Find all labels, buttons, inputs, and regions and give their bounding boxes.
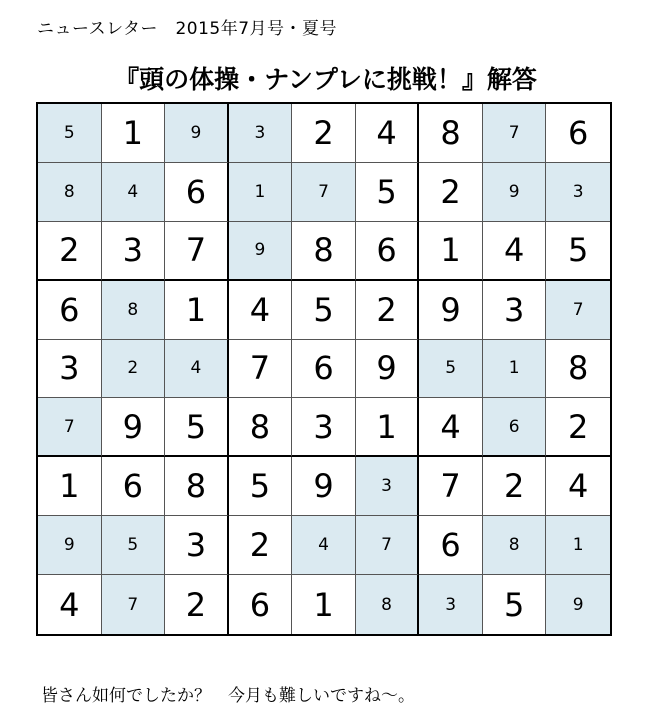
cell-digit: 9 bbox=[190, 122, 202, 143]
cell-digit: 4 bbox=[503, 231, 525, 270]
solved-cell bbox=[356, 281, 420, 340]
cell-digit: 3 bbox=[381, 476, 392, 497]
solved-cell bbox=[165, 516, 229, 575]
given-cell bbox=[229, 222, 293, 281]
given-cell bbox=[165, 104, 229, 163]
given-cell bbox=[165, 340, 229, 399]
cell-digit: 8 bbox=[381, 594, 392, 615]
footer-comment: 皆さん如何でしたか？ 今月も難しいですね～。 bbox=[41, 686, 415, 706]
solved-cell bbox=[229, 281, 293, 340]
cell-digit: 9 bbox=[572, 594, 584, 615]
cell-digit: 7 bbox=[63, 416, 75, 437]
given-cell bbox=[483, 104, 547, 163]
solved-cell bbox=[229, 340, 293, 399]
cell-digit: 5 bbox=[63, 122, 75, 143]
solved-cell bbox=[165, 222, 229, 281]
solved-cell bbox=[356, 398, 420, 457]
cell-digit: 9 bbox=[440, 290, 461, 329]
cell-digit: 2 bbox=[249, 526, 271, 565]
cell-digit: 2 bbox=[313, 113, 334, 152]
solved-cell bbox=[102, 222, 166, 281]
cell-digit: 2 bbox=[440, 172, 461, 211]
solved-cell bbox=[356, 163, 420, 222]
cell-digit: 8 bbox=[440, 113, 461, 152]
cell-digit: 8 bbox=[63, 181, 75, 202]
solved-cell bbox=[292, 398, 356, 457]
cell-digit: 9 bbox=[254, 240, 266, 261]
cell-digit: 4 bbox=[59, 585, 80, 624]
cell-digit: 9 bbox=[376, 349, 397, 388]
cell-digit: 6 bbox=[568, 113, 589, 152]
solved-cell bbox=[38, 457, 102, 516]
solved-cell bbox=[546, 398, 610, 457]
solved-cell bbox=[229, 457, 293, 516]
given-cell bbox=[356, 457, 420, 516]
solved-cell bbox=[292, 281, 356, 340]
solved-cell bbox=[38, 222, 102, 281]
solved-cell bbox=[165, 163, 229, 222]
given-cell bbox=[229, 104, 293, 163]
cell-digit: 6 bbox=[313, 349, 334, 388]
newsletter-header: ニュースレター 2015年7月号・夏号 bbox=[37, 19, 338, 39]
cell-digit: 3 bbox=[59, 349, 80, 388]
given-cell bbox=[356, 575, 420, 634]
cell-digit: 7 bbox=[572, 299, 584, 320]
solved-cell bbox=[356, 222, 420, 281]
cell-digit: 8 bbox=[249, 407, 271, 446]
cell-digit: 6 bbox=[249, 585, 271, 624]
cell-digit: 6 bbox=[122, 467, 143, 506]
cell-digit: 6 bbox=[440, 526, 461, 565]
cell-digit: 1 bbox=[376, 407, 397, 446]
cell-digit: 5 bbox=[185, 407, 207, 446]
given-cell bbox=[419, 340, 483, 399]
solved-cell bbox=[356, 340, 420, 399]
cell-digit: 1 bbox=[313, 585, 334, 624]
solved-cell bbox=[419, 281, 483, 340]
cell-digit: 8 bbox=[508, 535, 520, 556]
cell-digit: 1 bbox=[440, 231, 461, 270]
solved-cell bbox=[419, 457, 483, 516]
cell-digit: 8 bbox=[313, 231, 334, 270]
cell-digit: 1 bbox=[122, 113, 143, 152]
solved-cell bbox=[546, 104, 610, 163]
cell-digit: 5 bbox=[503, 585, 525, 624]
given-cell bbox=[102, 575, 166, 634]
given-cell bbox=[38, 398, 102, 457]
cell-digit: 5 bbox=[445, 358, 457, 379]
cell-digit: 5 bbox=[127, 535, 139, 556]
cell-digit: 7 bbox=[249, 349, 271, 388]
cell-digit: 7 bbox=[440, 467, 461, 506]
cell-digit: 3 bbox=[254, 122, 266, 143]
cell-digit: 3 bbox=[445, 594, 457, 615]
solved-cell bbox=[356, 104, 420, 163]
cell-digit: 5 bbox=[313, 290, 334, 329]
given-cell bbox=[38, 104, 102, 163]
cell-digit: 5 bbox=[568, 231, 589, 270]
cell-digit: 5 bbox=[249, 467, 271, 506]
cell-digit: 1 bbox=[508, 358, 520, 379]
solved-cell bbox=[102, 398, 166, 457]
cell-digit: 2 bbox=[568, 407, 589, 446]
cell-digit: 9 bbox=[313, 467, 334, 506]
cell-digit: 7 bbox=[381, 535, 392, 556]
given-cell bbox=[102, 163, 166, 222]
cell-digit: 9 bbox=[508, 181, 520, 202]
solved-cell bbox=[102, 104, 166, 163]
cell-digit: 4 bbox=[376, 113, 397, 152]
cell-digit: 1 bbox=[572, 535, 584, 556]
solved-cell bbox=[165, 281, 229, 340]
cell-digit: 5 bbox=[376, 172, 397, 211]
cell-digit: 7 bbox=[318, 181, 329, 202]
given-cell bbox=[483, 340, 547, 399]
given-cell bbox=[38, 516, 102, 575]
given-cell bbox=[229, 163, 293, 222]
cell-digit: 1 bbox=[59, 467, 80, 506]
cell-digit: 1 bbox=[185, 290, 207, 329]
cell-digit: 4 bbox=[127, 181, 139, 202]
solved-cell bbox=[419, 516, 483, 575]
cell-digit: 8 bbox=[127, 299, 139, 320]
solved-cell bbox=[229, 575, 293, 634]
solved-cell bbox=[165, 398, 229, 457]
cell-digit: 3 bbox=[503, 290, 525, 329]
solved-cell bbox=[38, 340, 102, 399]
solved-cell bbox=[102, 457, 166, 516]
solved-cell bbox=[419, 163, 483, 222]
given-cell bbox=[419, 575, 483, 634]
given-cell bbox=[483, 516, 547, 575]
solved-cell bbox=[483, 457, 547, 516]
cell-digit: 6 bbox=[185, 172, 207, 211]
cell-digit: 2 bbox=[59, 231, 80, 270]
cell-digit: 7 bbox=[185, 231, 207, 270]
solved-cell bbox=[229, 398, 293, 457]
solved-cell bbox=[38, 281, 102, 340]
solved-cell bbox=[419, 104, 483, 163]
given-cell bbox=[102, 340, 166, 399]
cell-digit: 3 bbox=[122, 231, 143, 270]
cell-digit: 2 bbox=[127, 358, 139, 379]
cell-digit: 6 bbox=[376, 231, 397, 270]
given-cell bbox=[546, 575, 610, 634]
cell-digit: 3 bbox=[185, 526, 207, 565]
cell-digit: 4 bbox=[190, 358, 202, 379]
given-cell bbox=[38, 163, 102, 222]
cell-digit: 3 bbox=[572, 181, 584, 202]
solved-cell bbox=[483, 281, 547, 340]
given-cell bbox=[356, 516, 420, 575]
cell-digit: 4 bbox=[440, 407, 461, 446]
cell-digit: 6 bbox=[59, 290, 80, 329]
given-cell bbox=[292, 163, 356, 222]
solved-cell bbox=[292, 575, 356, 634]
solved-cell bbox=[546, 340, 610, 399]
cell-digit: 7 bbox=[508, 122, 520, 143]
given-cell bbox=[483, 163, 547, 222]
sudoku-board bbox=[36, 102, 612, 636]
solved-cell bbox=[546, 457, 610, 516]
given-cell bbox=[546, 516, 610, 575]
cell-digit: 2 bbox=[376, 290, 397, 329]
solved-cell bbox=[483, 222, 547, 281]
solved-cell bbox=[165, 575, 229, 634]
solved-cell bbox=[292, 104, 356, 163]
solved-cell bbox=[483, 575, 547, 634]
cell-digit: 4 bbox=[249, 290, 271, 329]
given-cell bbox=[546, 163, 610, 222]
solved-cell bbox=[292, 457, 356, 516]
cell-digit: 1 bbox=[254, 181, 266, 202]
given-cell bbox=[483, 398, 547, 457]
given-cell bbox=[292, 516, 356, 575]
given-cell bbox=[546, 281, 610, 340]
cell-digit: 7 bbox=[127, 594, 139, 615]
solved-cell bbox=[229, 516, 293, 575]
cell-digit: 2 bbox=[185, 585, 207, 624]
solved-cell bbox=[546, 222, 610, 281]
solved-cell bbox=[419, 398, 483, 457]
solved-cell bbox=[419, 222, 483, 281]
cell-digit: 9 bbox=[63, 535, 75, 556]
solved-cell bbox=[292, 340, 356, 399]
solved-cell bbox=[38, 575, 102, 634]
cell-digit: 9 bbox=[122, 407, 143, 446]
cell-digit: 6 bbox=[508, 416, 520, 437]
solved-cell bbox=[292, 222, 356, 281]
cell-digit: 8 bbox=[185, 467, 207, 506]
cell-digit: 4 bbox=[568, 467, 589, 506]
given-cell bbox=[102, 516, 166, 575]
cell-digit: 4 bbox=[318, 535, 329, 556]
cell-digit: 3 bbox=[313, 407, 334, 446]
given-cell bbox=[102, 281, 166, 340]
cell-digit: 2 bbox=[503, 467, 525, 506]
puzzle-title: 『頭の体操・ナンプレに挑戦！』解答 bbox=[114, 65, 537, 94]
cell-digit: 8 bbox=[568, 349, 589, 388]
solved-cell bbox=[165, 457, 229, 516]
